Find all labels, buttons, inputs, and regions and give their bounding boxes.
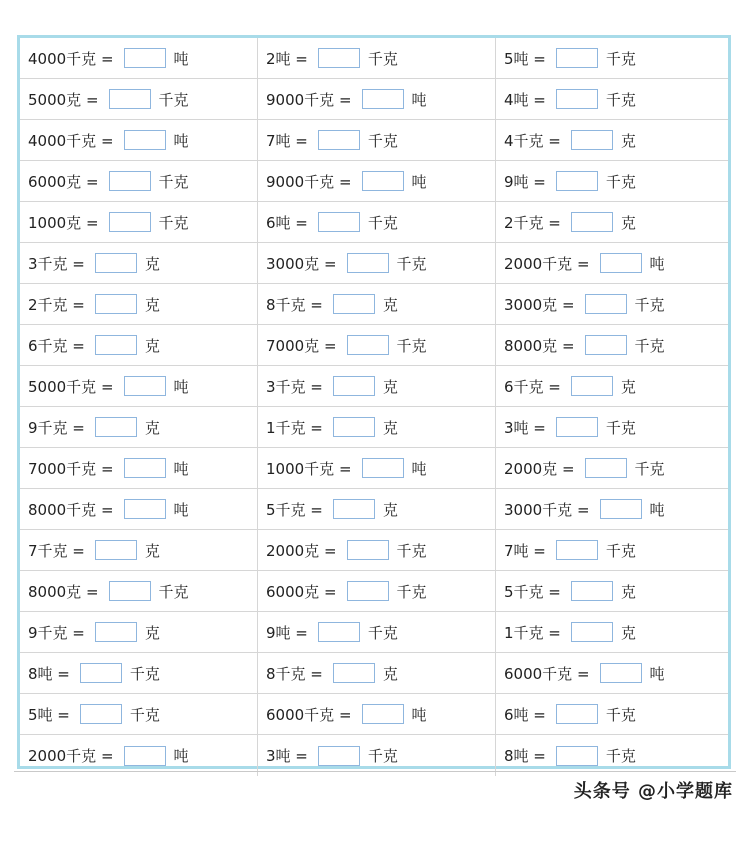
problem-expression: 9吨 =	[504, 172, 546, 191]
answer-unit: 克	[144, 295, 160, 314]
answer-box[interactable]	[556, 540, 598, 560]
problem-cell	[20, 653, 258, 694]
answer-unit: 吨	[411, 705, 427, 724]
problem-expression: 8千克 =	[266, 295, 323, 314]
problem-cell	[20, 489, 258, 530]
answer-box[interactable]	[318, 48, 360, 68]
answer-box[interactable]	[333, 417, 375, 437]
answer-unit: 千克	[605, 49, 636, 68]
answer-unit: 千克	[367, 747, 398, 765]
answer-unit: 克	[144, 418, 160, 437]
problem-expression: 4000千克 =	[28, 131, 114, 150]
problem-cell	[258, 79, 496, 120]
answer-box[interactable]	[124, 458, 166, 478]
problem-expression: 1000千克 =	[266, 459, 352, 478]
answer-unit: 吨	[173, 377, 189, 396]
problem-expression: 5吨 =	[504, 49, 546, 68]
answer-box[interactable]	[318, 130, 360, 150]
answer-unit: 千克	[129, 705, 160, 724]
answer-box[interactable]	[556, 417, 598, 437]
answer-box[interactable]	[95, 540, 137, 560]
problem-cell	[20, 735, 258, 776]
answer-box[interactable]	[80, 704, 122, 724]
answer-unit: 克	[144, 541, 160, 560]
problem-cell	[496, 407, 728, 448]
problem-expression: 2000千克 =	[28, 747, 114, 765]
answer-box[interactable]	[318, 212, 360, 232]
problem-cell	[20, 161, 258, 202]
answer-unit: 千克	[634, 459, 665, 478]
answer-box[interactable]	[585, 335, 627, 355]
problem-cell	[258, 407, 496, 448]
answer-box[interactable]	[556, 89, 598, 109]
answer-unit: 吨	[173, 131, 189, 150]
answer-unit: 千克	[367, 131, 398, 150]
problem-cell	[258, 243, 496, 284]
answer-box[interactable]	[124, 48, 166, 68]
problem-cell	[20, 571, 258, 612]
answer-box[interactable]	[556, 704, 598, 724]
answer-box[interactable]	[362, 458, 404, 478]
problem-expression: 8千克 =	[266, 664, 323, 683]
answer-box[interactable]	[318, 622, 360, 642]
answer-unit: 克	[620, 623, 636, 642]
problem-expression: 7000千克 =	[28, 459, 114, 478]
problem-expression: 5吨 =	[28, 705, 70, 724]
answer-box[interactable]	[109, 212, 151, 232]
problem-cell	[496, 694, 728, 735]
answer-unit: 千克	[634, 336, 665, 355]
answer-box[interactable]	[109, 581, 151, 601]
answer-unit: 克	[620, 582, 636, 601]
answer-box[interactable]	[347, 253, 389, 273]
problem-expression: 7000克 =	[266, 336, 337, 355]
problem-cell	[258, 694, 496, 735]
problem-cell	[20, 448, 258, 489]
problem-expression: 8000克 =	[504, 336, 575, 355]
answer-unit: 千克	[367, 623, 398, 642]
answer-unit: 吨	[411, 459, 427, 478]
answer-unit: 千克	[158, 172, 189, 191]
answer-box[interactable]	[333, 294, 375, 314]
answer-unit: 千克	[158, 213, 189, 232]
answer-box[interactable]	[571, 622, 613, 642]
answer-unit: 克	[382, 295, 398, 314]
answer-box[interactable]	[347, 540, 389, 560]
answer-box[interactable]	[571, 212, 613, 232]
problem-cell	[496, 571, 728, 612]
problem-expression: 9千克 =	[28, 418, 85, 437]
problem-expression: 3000千克 =	[504, 500, 590, 519]
problem-cell	[20, 407, 258, 448]
problem-expression: 5000克 =	[28, 90, 99, 109]
problem-cell	[496, 38, 728, 79]
problem-expression: 2千克 =	[504, 213, 561, 232]
problem-expression: 9千克 =	[28, 623, 85, 642]
problem-cell	[20, 284, 258, 325]
problem-expression: 2000克 =	[504, 459, 575, 478]
problem-expression: 8吨 =	[504, 747, 546, 765]
answer-box[interactable]	[362, 89, 404, 109]
answer-box[interactable]	[600, 663, 642, 683]
problem-cell	[258, 735, 496, 776]
answer-unit: 千克	[396, 254, 427, 273]
problem-cell	[258, 38, 496, 79]
answer-box[interactable]	[585, 294, 627, 314]
answer-unit: 克	[620, 131, 636, 150]
answer-unit: 千克	[605, 747, 636, 765]
answer-box[interactable]	[109, 171, 151, 191]
answer-unit: 克	[382, 500, 398, 519]
conversion-grid	[20, 38, 728, 776]
answer-unit: 克	[620, 213, 636, 232]
problem-expression: 6千克 =	[504, 377, 561, 396]
problem-cell	[496, 530, 728, 571]
problem-cell	[496, 489, 728, 530]
answer-unit: 吨	[649, 500, 665, 519]
answer-box[interactable]	[571, 581, 613, 601]
problem-expression: 6千克 =	[28, 336, 85, 355]
problem-expression: 2000克 =	[266, 541, 337, 560]
problem-cell	[258, 448, 496, 489]
answer-box[interactable]	[333, 663, 375, 683]
answer-unit: 千克	[605, 90, 636, 109]
problem-cell	[20, 612, 258, 653]
problem-expression: 9吨 =	[266, 623, 308, 642]
problem-expression: 8000千克 =	[28, 500, 114, 519]
problem-expression: 3000克 =	[266, 254, 337, 273]
problem-cell	[496, 325, 728, 366]
problem-expression: 3吨 =	[266, 747, 308, 765]
problem-cell	[258, 489, 496, 530]
problem-expression: 2千克 =	[28, 295, 85, 314]
problem-cell	[258, 366, 496, 407]
problem-cell	[20, 38, 258, 79]
divider-line	[14, 771, 736, 772]
answer-box[interactable]	[600, 499, 642, 519]
answer-unit: 吨	[649, 664, 665, 683]
problem-cell	[258, 120, 496, 161]
problem-expression: 6000千克 =	[266, 705, 352, 724]
problem-cell	[496, 161, 728, 202]
problem-cell	[496, 366, 728, 407]
answer-unit: 千克	[396, 582, 427, 601]
answer-unit: 克	[620, 377, 636, 396]
answer-unit: 克	[382, 377, 398, 396]
answer-unit: 千克	[158, 90, 189, 109]
problem-expression: 6000克 =	[28, 172, 99, 191]
answer-unit: 吨	[173, 49, 189, 68]
answer-unit: 吨	[411, 90, 427, 109]
answer-unit: 千克	[129, 664, 160, 683]
problem-cell	[20, 366, 258, 407]
problem-expression: 3千克 =	[28, 254, 85, 273]
problem-expression: 3千克 =	[266, 377, 323, 396]
problem-expression: 9000千克 =	[266, 90, 352, 109]
problem-cell	[496, 243, 728, 284]
problem-cell	[496, 735, 728, 776]
problem-cell	[258, 202, 496, 243]
problem-cell	[496, 202, 728, 243]
problem-expression: 7吨 =	[504, 541, 546, 560]
problem-expression: 5千克 =	[266, 500, 323, 519]
problem-expression: 8吨 =	[28, 664, 70, 683]
answer-box[interactable]	[585, 458, 627, 478]
answer-box[interactable]	[318, 746, 360, 766]
answer-unit: 千克	[396, 336, 427, 355]
problem-cell	[20, 79, 258, 120]
problem-cell	[496, 284, 728, 325]
answer-unit: 吨	[649, 254, 665, 273]
problem-expression: 7吨 =	[266, 131, 308, 150]
problem-expression: 6000千克 =	[504, 664, 590, 683]
problem-expression: 6000克 =	[266, 582, 337, 601]
answer-unit: 千克	[367, 213, 398, 232]
answer-box[interactable]	[95, 622, 137, 642]
answer-box[interactable]	[347, 335, 389, 355]
answer-unit: 千克	[396, 541, 427, 560]
answer-box[interactable]	[571, 130, 613, 150]
problem-expression: 5千克 =	[504, 582, 561, 601]
problem-cell	[496, 612, 728, 653]
problem-cell	[496, 653, 728, 694]
answer-box[interactable]	[124, 376, 166, 396]
answer-unit: 克	[144, 623, 160, 642]
answer-box[interactable]	[80, 663, 122, 683]
problem-cell	[258, 530, 496, 571]
answer-unit: 吨	[173, 500, 189, 519]
answer-box[interactable]	[95, 417, 137, 437]
problem-expression: 3吨 =	[504, 418, 546, 437]
answer-unit: 千克	[158, 582, 189, 601]
problem-cell	[258, 653, 496, 694]
problem-expression: 2吨 =	[266, 49, 308, 68]
answer-box[interactable]	[95, 294, 137, 314]
problem-cell	[258, 161, 496, 202]
problem-cell	[20, 243, 258, 284]
problem-expression: 1千克 =	[266, 418, 323, 437]
answer-box[interactable]	[600, 253, 642, 273]
problem-cell	[496, 79, 728, 120]
answer-unit: 克	[382, 418, 398, 437]
answer-box[interactable]	[124, 746, 166, 766]
problem-expression: 6吨 =	[266, 213, 308, 232]
answer-box[interactable]	[362, 171, 404, 191]
answer-unit: 千克	[605, 172, 636, 191]
problem-expression: 2000千克 =	[504, 254, 590, 273]
problem-cell	[20, 120, 258, 161]
problem-cell	[20, 202, 258, 243]
answer-unit: 千克	[634, 295, 665, 314]
answer-unit: 千克	[605, 541, 636, 560]
problem-cell	[496, 448, 728, 489]
problem-expression: 4千克 =	[504, 131, 561, 150]
problem-cell	[258, 325, 496, 366]
problem-expression: 1000克 =	[28, 213, 99, 232]
answer-box[interactable]	[347, 581, 389, 601]
problem-expression: 1千克 =	[504, 623, 561, 642]
problem-cell	[258, 571, 496, 612]
footer-credit: 头条号 @小学题库	[573, 781, 733, 802]
problem-expression: 5000千克 =	[28, 377, 114, 396]
answer-box[interactable]	[109, 89, 151, 109]
answer-unit: 克	[382, 664, 398, 683]
problem-expression: 3000克 =	[504, 295, 575, 314]
problem-cell	[20, 694, 258, 735]
answer-box[interactable]	[95, 335, 137, 355]
answer-box[interactable]	[124, 499, 166, 519]
answer-box[interactable]	[333, 499, 375, 519]
answer-unit: 吨	[173, 459, 189, 478]
answer-box[interactable]	[571, 376, 613, 396]
answer-box[interactable]	[556, 171, 598, 191]
answer-box[interactable]	[333, 376, 375, 396]
problem-cell	[258, 284, 496, 325]
problem-cell	[20, 530, 258, 571]
answer-box[interactable]	[556, 48, 598, 68]
problem-expression: 9000千克 =	[266, 172, 352, 191]
problem-cell	[20, 325, 258, 366]
answer-unit: 千克	[605, 418, 636, 437]
answer-box[interactable]	[362, 704, 404, 724]
answer-box[interactable]	[95, 253, 137, 273]
answer-unit: 克	[144, 336, 160, 355]
problem-expression: 8000克 =	[28, 582, 99, 601]
answer-box[interactable]	[124, 130, 166, 150]
answer-unit: 克	[144, 254, 160, 273]
answer-unit: 吨	[411, 172, 427, 191]
problem-expression: 7千克 =	[28, 541, 85, 560]
answer-unit: 千克	[367, 49, 398, 68]
problem-expression: 4000千克 =	[28, 49, 114, 68]
problem-cell	[258, 612, 496, 653]
answer-unit: 吨	[173, 747, 189, 765]
problem-expression: 4吨 =	[504, 90, 546, 109]
problem-expression: 6吨 =	[504, 705, 546, 724]
answer-box[interactable]	[556, 746, 598, 766]
problem-cell	[496, 120, 728, 161]
worksheet-frame	[17, 35, 731, 769]
answer-unit: 千克	[605, 705, 636, 724]
